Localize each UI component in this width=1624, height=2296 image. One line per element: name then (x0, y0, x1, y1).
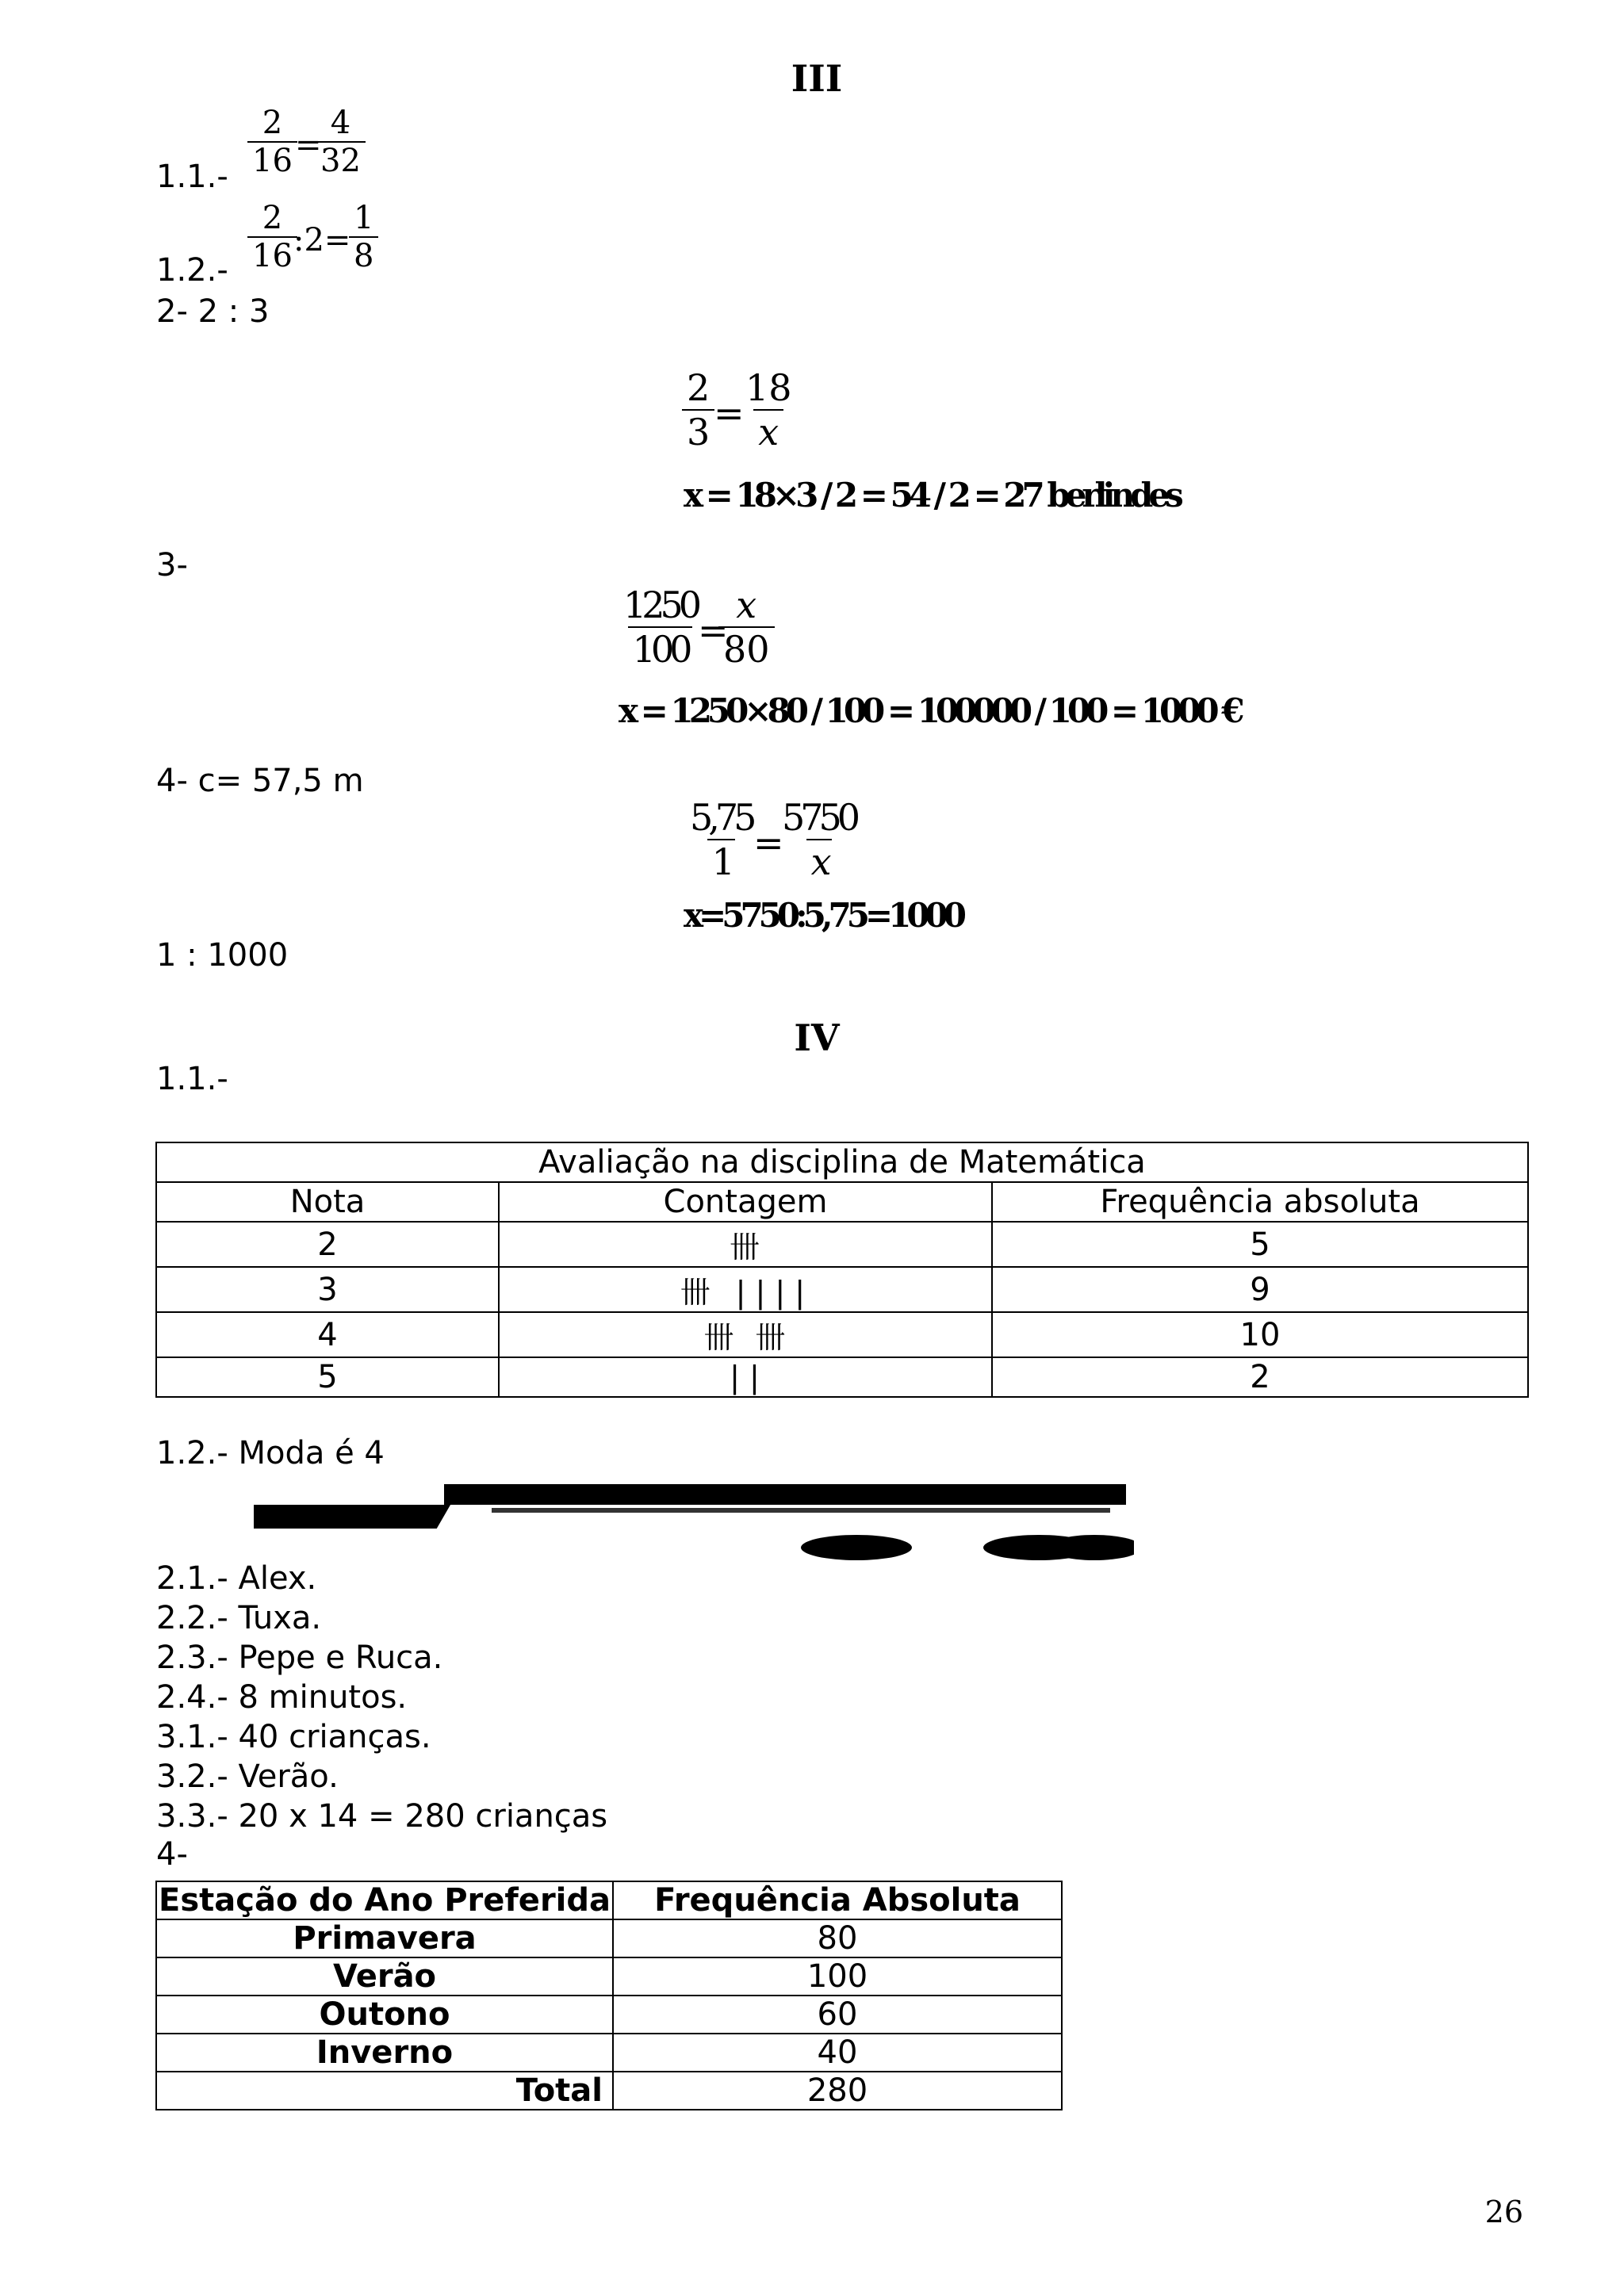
answer-4-label: 4- (156, 1836, 188, 1873)
cell-season: Inverno (156, 2034, 613, 2072)
table-row (156, 1957, 1062, 1996)
proportion-18-x: $\frac{18}{x}$ (745, 366, 792, 453)
table-row (156, 1312, 1528, 1357)
cell-season: Primavera (156, 1919, 613, 1957)
cell-nota: 5 (156, 1357, 499, 1397)
answer-2: 2- 2 : 3 (156, 293, 270, 330)
cell-value: 80 (613, 1919, 1062, 1957)
cell-nota: 4 (156, 1312, 499, 1357)
proportion-5750-x: $\frac{5750}{x}$ (782, 796, 856, 883)
page-number: 26 (1484, 2195, 1523, 2229)
table-row (156, 1996, 1062, 2034)
answer-3-1: 3.1.- 40 crianças. (156, 1719, 431, 1755)
table-total-row (156, 2072, 1062, 2110)
table-row (156, 1267, 1528, 1312)
cell-value: 40 (613, 2034, 1062, 2072)
answer-2-1: 2.1.- Alex. (156, 1560, 317, 1597)
cell-tally: 卌 (499, 1222, 992, 1267)
cell-season: Outono (156, 1996, 613, 2034)
scale-answer: 1 : 1000 (156, 937, 289, 974)
cell-value: 60 (613, 1996, 1062, 2034)
cell-nota: 2 (156, 1222, 499, 1267)
cell-nota: 3 (156, 1267, 499, 1312)
section-heading-iv: IV (794, 1016, 840, 1059)
cell-value: 100 (613, 1957, 1062, 1996)
table-row (156, 1919, 1062, 1957)
grades-table-caption: Avaliação na disciplina de Matemática (156, 1142, 1528, 1182)
proportion-1250-100: $\frac{1250}{100}$ (623, 584, 698, 671)
cell-total-label: Total (156, 2072, 613, 2110)
column-header-nota: Nota (156, 1182, 499, 1222)
fraction-2-16: $\frac{2}{16}$ (247, 105, 297, 179)
garbled-mark (801, 1535, 912, 1560)
garbled-mark (492, 1508, 1110, 1513)
garbled-mark (444, 1484, 1126, 1505)
cell-freq: 5 (992, 1222, 1528, 1267)
season-table (155, 1881, 1063, 2110)
section-heading-iii: III (791, 57, 843, 100)
fraction-4-32: $\frac{4}{32}$ (316, 105, 366, 179)
answer-4: 4- c= 57,5 m (156, 763, 364, 799)
answer-2-4: 2.4.- 8 minutos. (156, 1679, 408, 1716)
equals-sign: = (714, 392, 745, 434)
answer-1-2-label: 1.2.- (156, 252, 228, 289)
table-row (156, 1357, 1528, 1397)
answer-3-2: 3.2.- Verão. (156, 1758, 339, 1795)
garbled-mark (254, 1505, 450, 1529)
table-row (156, 2034, 1062, 2072)
cell-freq: 10 (992, 1312, 1528, 1357)
cell-total-value: 280 (613, 2072, 1062, 2110)
fraction-1-8: $\frac{1}{8}$ (349, 200, 378, 274)
cell-season: Verão (156, 1957, 613, 1996)
column-header-estacao: Estação do Ano Preferida (156, 1881, 613, 1919)
answer-iv-1-1-label: 1.1.- (156, 1061, 228, 1097)
answer-2-2: 2.2.- Tuxa. (156, 1600, 322, 1636)
cell-freq: 9 (992, 1267, 1528, 1312)
equation-x-1000-euro: x = 1250×80 / 100 = 100000 / 100 = 1000 € (619, 691, 1240, 730)
answer-1-2-moda: 1.2.- Moda é 4 (156, 1435, 385, 1471)
equals-sign: = (698, 609, 729, 652)
equation-x-27: x = 18×3 / 2 = 54 / 2 = 27 berlindes (684, 476, 1179, 515)
column-header-frequencia-absoluta: Frequência Absoluta (613, 1881, 1062, 1919)
cell-freq: 2 (992, 1357, 1528, 1397)
proportion-5-75-1: $\frac{5,75}{1}$ (690, 796, 753, 883)
garbled-mean-equation (254, 1475, 1134, 1562)
column-header-contagem: Contagem (499, 1182, 992, 1222)
cell-tally: || (499, 1357, 992, 1397)
column-header-frequencia: Frequência absoluta (992, 1182, 1528, 1222)
answer-3: 3- (156, 547, 188, 584)
divide-op: :2= (293, 222, 351, 258)
equals-sign: = (753, 821, 784, 864)
equals-sign: = (295, 127, 322, 163)
proportion-2-3: $\frac{2}{3}$ (682, 366, 714, 453)
grades-table (155, 1142, 1529, 1398)
cell-tally: 卌 卌 (499, 1312, 992, 1357)
equation-x-5750-div: x=5750:5,75=1000 (684, 896, 963, 935)
answer-3-3: 3.3.- 20 x 14 = 280 crianças (156, 1798, 608, 1835)
fraction-2-16-b: $\frac{2}{16}$ (247, 200, 297, 274)
answer-1-1-label: 1.1.- (156, 159, 228, 195)
proportion-x-80: $\frac{x}{80}$ (718, 584, 775, 671)
answer-2-3: 2.3.- Pepe e Ruca. (156, 1640, 443, 1676)
cell-tally: 卌 |||| (499, 1267, 992, 1312)
table-row (156, 1222, 1528, 1267)
